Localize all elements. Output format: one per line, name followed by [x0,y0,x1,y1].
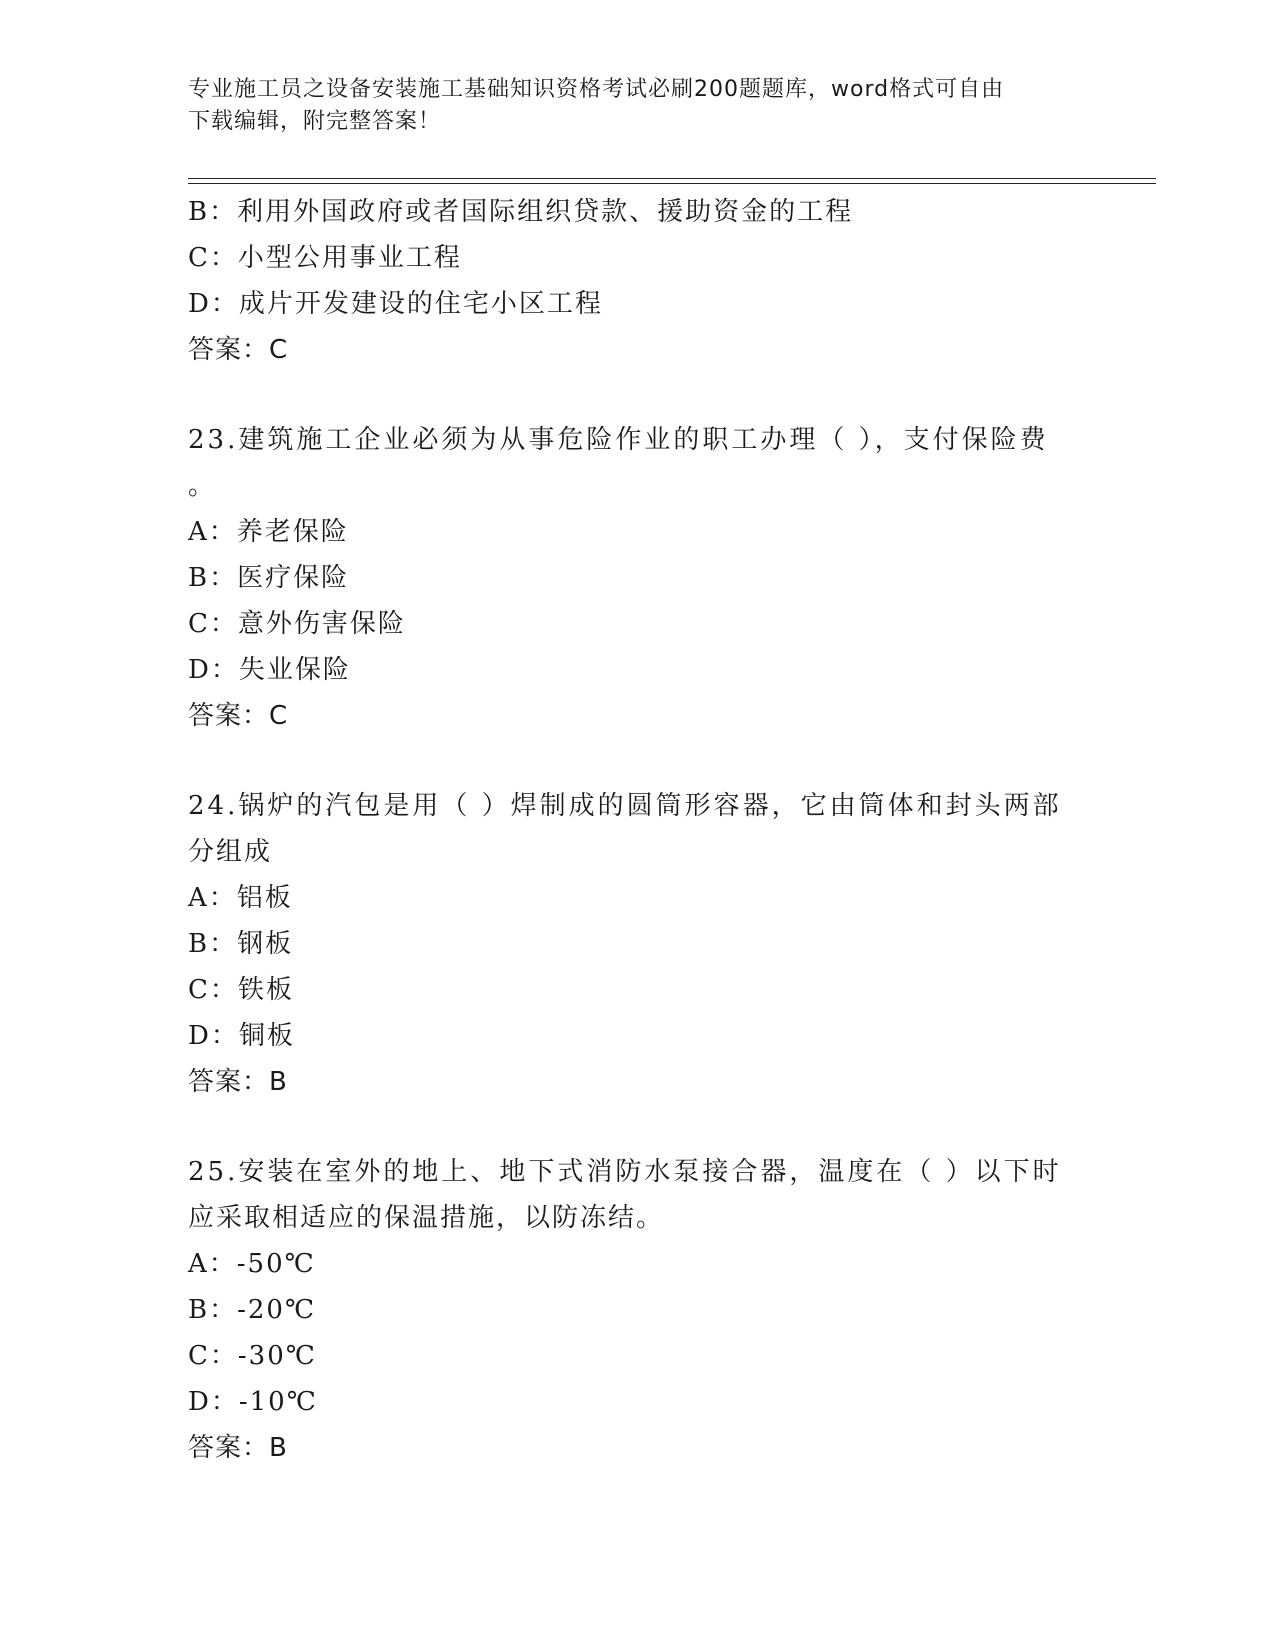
question-stem-cont: 。 [188,471,217,501]
option-c: C：铁板 [188,975,294,1005]
document-header [188,74,1088,138]
option-d: D：-10℃ [188,1387,318,1417]
question-24 [188,783,1088,1105]
question-25 [188,1149,1088,1471]
option-a: A：养老保险 [188,517,349,547]
option-a: A：铝板 [188,883,293,913]
option-c: C：意外伤害保险 [188,609,406,639]
question-stem: 24.锅炉的汽包是用（ ）焊制成的圆筒形容器，它由筒体和封头两部 [188,791,1062,821]
answer: 答案：C [188,701,289,731]
option-b: B：-20℃ [188,1295,317,1325]
header-line-1: 专业施工员之设备安装施工基础知识资格考试必刷200题题库，word格式可自由 [188,77,1005,102]
option-c: C：小型公用事业工程 [188,243,462,273]
header-line-2: 下载编辑，附完整答案！ [188,109,442,134]
answer: 答案：C [188,335,289,365]
question-stem-cont: 应采取相适应的保温措施，以防冻结。 [188,1203,665,1233]
answer: 答案：B [188,1433,288,1463]
question-22-continued [188,189,1088,373]
document-body [188,189,1088,1471]
option-d: D：铜板 [188,1021,295,1051]
option-c: C：-30℃ [188,1341,317,1371]
question-stem-cont: 分组成 [188,837,273,867]
option-b: B：医疗保险 [188,563,350,593]
question-stem: 25.安装在室外的地上、地下式消防水泵接合器，温度在（ ）以下时 [188,1157,1062,1187]
header-divider-bottom [188,183,1156,184]
question-stem: 23.建筑施工企业必须为从事危险作业的职工办理（ ），支付保险费 [188,425,1049,455]
option-a: A：-50℃ [188,1249,316,1279]
header-divider-top [188,178,1156,179]
answer: 答案：B [188,1067,288,1097]
option-b: B：利用外国政府或者国际组织贷款、援助资金的工程 [188,197,854,227]
option-d: D：成片开发建设的住宅小区工程 [188,289,603,319]
option-b: B：钢板 [188,929,294,959]
option-d: D：失业保险 [188,655,351,685]
question-23 [188,417,1088,739]
